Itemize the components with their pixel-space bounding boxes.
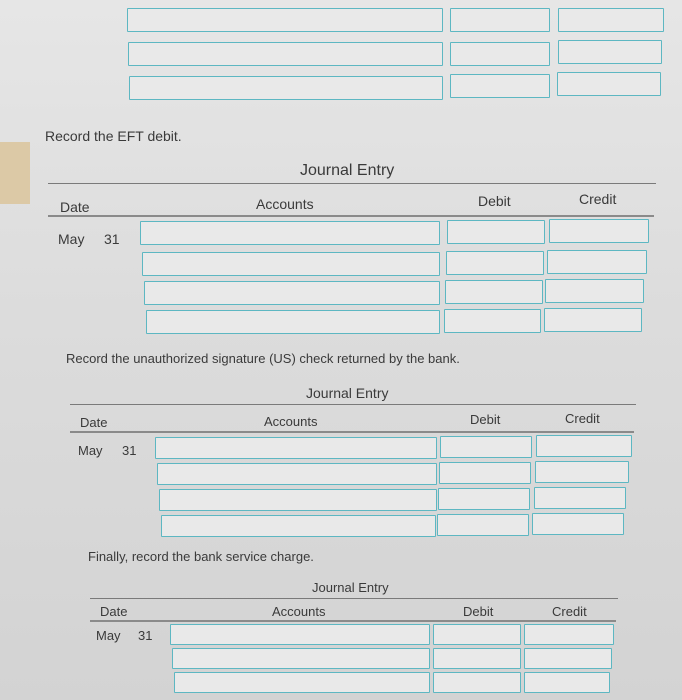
side-tab <box>0 142 30 204</box>
column-header-debit: Debit <box>463 604 494 619</box>
date-day: 31 <box>138 628 153 643</box>
credit-input[interactable] <box>534 487 626 509</box>
credit-input[interactable] <box>535 461 629 483</box>
header-bottom-rule <box>90 620 616 622</box>
credit-input[interactable] <box>545 279 644 303</box>
account-input[interactable] <box>140 221 440 245</box>
column-header-accounts: Accounts <box>264 414 318 429</box>
column-header-date: Date <box>100 604 128 619</box>
debit-input[interactable] <box>444 309 541 333</box>
column-header-accounts: Accounts <box>256 196 314 212</box>
account-input[interactable] <box>170 624 430 645</box>
credit-input[interactable] <box>532 513 624 535</box>
column-header-credit: Credit <box>579 191 617 207</box>
account-input[interactable] <box>174 672 430 693</box>
header-top-rule <box>48 183 656 184</box>
credit-input[interactable] <box>544 308 642 332</box>
account-input[interactable] <box>146 310 440 334</box>
column-header-credit: Credit <box>552 604 587 619</box>
journal-title: Journal Entry <box>300 162 395 179</box>
credit-input[interactable] <box>524 648 612 669</box>
date-day: 31 <box>104 231 120 247</box>
column-header-debit: Debit <box>478 193 511 209</box>
credit-input[interactable] <box>558 8 664 32</box>
instruction-text: Record the EFT debit. <box>45 128 182 144</box>
date-day: 31 <box>122 443 137 458</box>
header-bottom-rule <box>48 215 654 217</box>
date-month: May <box>96 628 121 643</box>
account-input[interactable] <box>159 489 437 511</box>
column-header-date: Date <box>80 415 108 430</box>
column-header-accounts: Accounts <box>272 604 326 619</box>
column-header-credit: Credit <box>565 411 600 426</box>
debit-input[interactable] <box>447 220 545 244</box>
debit-input[interactable] <box>450 42 550 66</box>
credit-input[interactable] <box>557 72 661 96</box>
account-input[interactable] <box>142 252 440 276</box>
journal-title: Journal Entry <box>306 385 389 401</box>
header-top-rule <box>90 598 618 599</box>
debit-input[interactable] <box>450 8 550 32</box>
debit-input[interactable] <box>450 74 550 98</box>
instruction-text: Finally, record the bank service charge. <box>88 549 314 564</box>
credit-input[interactable] <box>524 624 614 645</box>
account-input[interactable] <box>129 76 443 100</box>
debit-input[interactable] <box>446 251 544 275</box>
account-input[interactable] <box>161 515 436 537</box>
debit-input[interactable] <box>437 514 529 536</box>
column-header-date: Date <box>60 199 90 215</box>
account-input[interactable] <box>144 281 440 305</box>
debit-input[interactable] <box>433 648 521 669</box>
debit-input[interactable] <box>433 624 521 645</box>
account-input[interactable] <box>157 463 437 485</box>
header-top-rule <box>70 404 636 405</box>
column-header-debit: Debit <box>470 412 501 427</box>
credit-input[interactable] <box>558 40 662 64</box>
debit-input[interactable] <box>445 280 543 304</box>
account-input[interactable] <box>128 42 443 66</box>
account-input[interactable] <box>172 648 430 669</box>
credit-input[interactable] <box>547 250 647 274</box>
date-month: May <box>78 443 103 458</box>
account-input[interactable] <box>127 8 443 32</box>
debit-input[interactable] <box>439 462 531 484</box>
journal-title: Journal Entry <box>312 580 389 595</box>
debit-input[interactable] <box>440 436 532 458</box>
credit-input[interactable] <box>536 435 632 457</box>
credit-input[interactable] <box>524 672 610 693</box>
header-bottom-rule <box>70 431 634 433</box>
credit-input[interactable] <box>549 219 649 243</box>
date-month: May <box>58 231 85 247</box>
debit-input[interactable] <box>433 672 521 693</box>
account-input[interactable] <box>155 437 437 459</box>
debit-input[interactable] <box>438 488 530 510</box>
instruction-text: Record the unauthorized signature (US) check returned by the bank. <box>66 351 460 366</box>
